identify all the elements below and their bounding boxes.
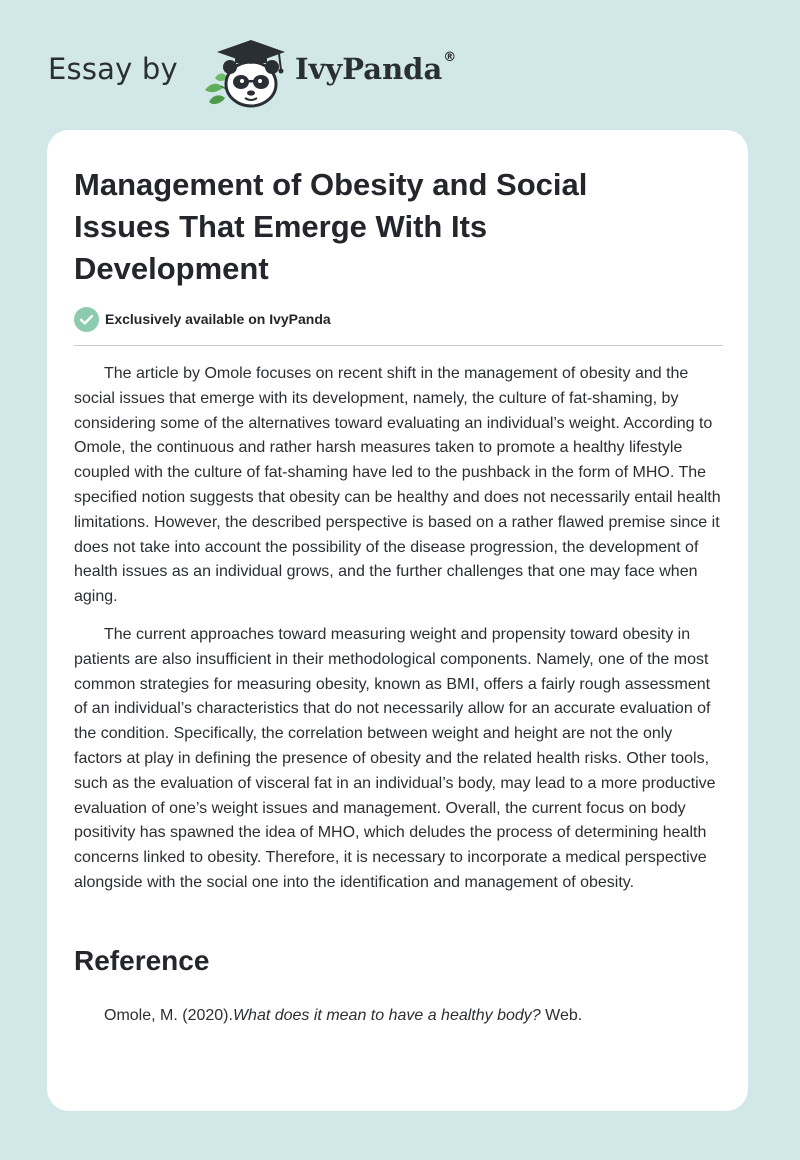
page-title: Management of Obesity and Social Issues That Emerge With Its Development xyxy=(74,167,588,286)
reference-author: Omole, M. (2020). xyxy=(104,1007,233,1024)
check-circle-icon xyxy=(74,307,99,332)
registered-mark: ® xyxy=(443,50,457,65)
essay-card xyxy=(47,130,748,1111)
brand-name[interactable] xyxy=(295,52,456,86)
reference-entry xyxy=(104,1004,714,1028)
exclusive-badge xyxy=(74,306,331,332)
essay-body xyxy=(74,362,723,909)
divider xyxy=(74,345,723,346)
site-header xyxy=(48,38,468,108)
brand-name-text: IvyPanda xyxy=(295,52,443,86)
essay-paragraph: The current approaches toward measuring weight and propensity toward obesity in patients are also insufficient in their methodological components. Namely, one of the most common strategies for measuring obesity, known as BMI, offers a fairly rough assessment of an individual’s characteristics that do not necessarily allow for an accurate evaluation of the condition. Specifically, the correlation between weight and height are not the only factors at play in defining the presence of obesity and the related health risks. Other tools, such as the evaluation of visceral fat in an individual’s body, may lead to a more productive evaluation of one’s weight issues and management. Overall, the current focus on body positivity has spawned the idea of MHO, which deludes the process of determining health concerns linked to obesity. Therefore, it is necessary to incorporate a medical perspective alongside with the social one into the identification and management of obesity. xyxy=(74,625,716,891)
reference-heading: Reference xyxy=(74,945,210,976)
reference-suffix: Web. xyxy=(540,1007,583,1024)
exclusive-badge-label: Exclusively available on IvyPanda xyxy=(105,311,331,327)
brand-prefix: Essay by xyxy=(48,52,178,86)
reference-work-title: What does it mean to have a healthy body? xyxy=(232,1007,541,1024)
essay-paragraph: The article by Omole focuses on recent shift in the management of obesity and the social issues that emerge with its development, namely, the culture of fat-shaming, by considering some of the alternatives toward evaluating an individual’s weight. According to Omole, the continuous and rather harsh measures taken to promote a healthy lifestyle coupled with the culture of fat-shaming have led to the pushback in the form of MHO. The specified notion suggests that obesity can be healthy and does not necessarily entail health limitations. However, the described perspective is based on a rather flawed premise since it does not take into account the possibility of the disease progression, the development of health issues as an individual grows, and the further challenges that one may face when aging. xyxy=(74,365,721,606)
panda-graduation-cap-icon[interactable] xyxy=(201,38,293,108)
